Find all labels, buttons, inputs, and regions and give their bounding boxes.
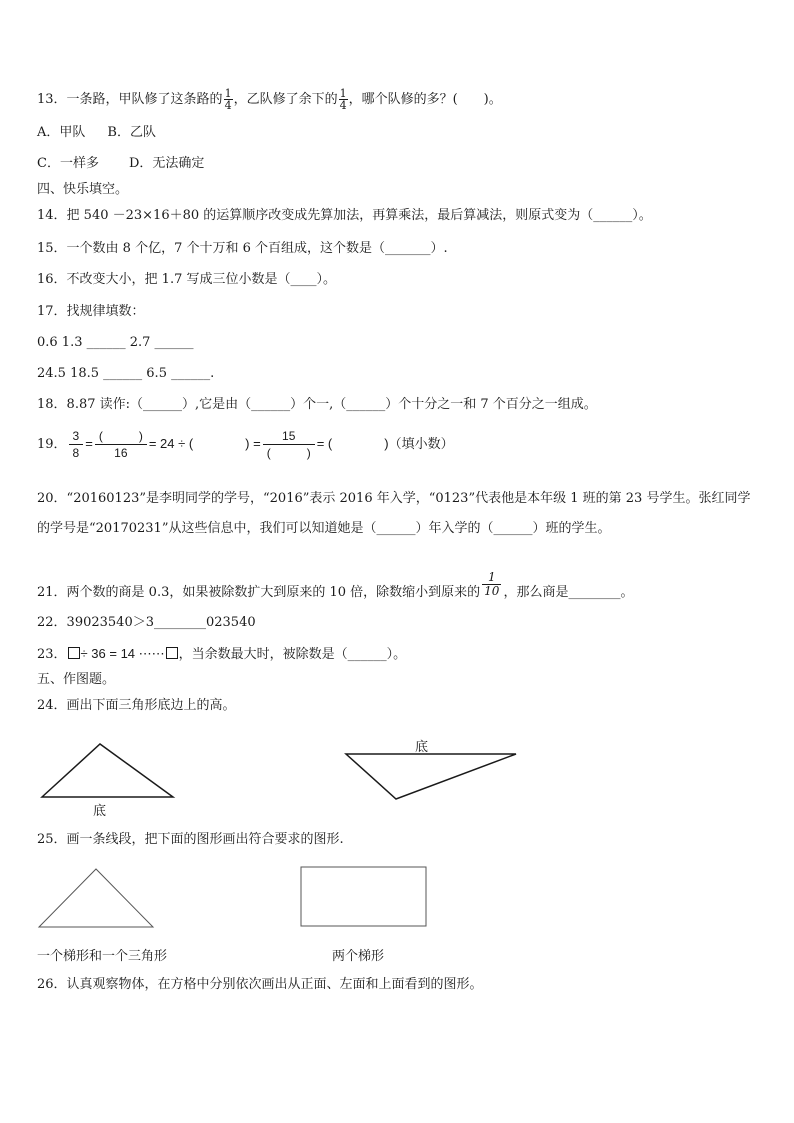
fraction-one-quarter-2: $\frac{1}{4}$: [339, 87, 347, 112]
triangle-isosceles: [34, 864, 158, 932]
q13-options-row-2: [37, 155, 204, 173]
question-26: 26．认真观察物体，在方格中分别依次画出从正面、左面和上面看到的图形。: [37, 977, 483, 992]
question-14: 14．把 540 －23×16＋80 的运算顺序改变成先算加法，再算乘法，最后算减法，则原式变为（______）。: [37, 208, 652, 223]
caption-trapezoid-and-triangle: 一个梯形和一个三角形: [37, 949, 168, 964]
q13-option-d: D．无法确定: [128, 156, 205, 171]
q19-number: 19．: [37, 437, 67, 452]
question-17-row-1: 0.6 1.3 ______ 2.7 ______: [37, 335, 194, 350]
question-17-title: 17．找规律填数：: [37, 304, 145, 319]
blank-box-remainder: [166, 647, 178, 659]
q13-option-a: A．甲队: [37, 125, 86, 140]
q13-option-b: B．乙队: [107, 125, 156, 140]
question-22: 22．39023540＞3________023540: [37, 615, 256, 630]
q13-text-1: 一条路，甲队修了这条路的: [66, 92, 223, 107]
question-21: [37, 570, 634, 606]
question-24-title: 24．画出下面三角形底边上的高。: [37, 698, 236, 713]
question-20-line-1: 20．“20160123”是李明同学的学号，“2016”表示 2016 年入学，“0123”代表他是本年级 1 班的第 23 号学生。张红同学: [37, 491, 751, 506]
question-16: 16．不改变大小，把 1.7 写成三位小数是（____）。: [37, 272, 336, 287]
question-23: [37, 645, 406, 664]
blank-box-dividend: [68, 647, 80, 659]
q13-option-c: C．一样多: [37, 156, 99, 171]
q13-text-3: ，哪个队修的多？( )。: [348, 92, 502, 107]
question-17-row-2: 24.5 18.5 ______ 6.5 ______.: [37, 366, 215, 381]
question-13: [37, 88, 502, 111]
question-19: [37, 428, 454, 461]
q13-number: 13．: [37, 92, 67, 107]
q19-equals-2: = 24 ÷ ( ) =: [148, 436, 261, 451]
q19-equals-3: = ( ): [316, 436, 389, 451]
question-15: 15．一个数由 8 个亿，7 个十万和 6 个百组成，这个数是（_______）.: [37, 241, 448, 256]
q19-note: （填小数）: [388, 437, 454, 452]
q21-text-1: 21．两个数的商是 0.3，如果被除数扩大到原来的 10 倍，除数缩小到原来的: [37, 585, 481, 600]
fraction-one-tenth: $\frac{1}{10}$: [484, 570, 500, 598]
q13-options-row-1: [37, 124, 156, 142]
question-25-title: 25．画一条线段，把下面的图形画出符合要求的图形.: [37, 832, 344, 847]
triangle-obtuse-2: [340, 746, 524, 804]
question-20-line-2: 的学号是“20170231”从这些信息中，我们可以知道她是（______）年入学的（______）班的学生。: [37, 521, 611, 536]
section-4-heading: 四、快乐填空。: [37, 182, 129, 197]
q23-number: 23．: [37, 647, 67, 662]
q19-equals-1: =: [85, 436, 93, 451]
q23-text: ，当余数最大时，被除数是（______）。: [178, 647, 407, 662]
fraction-15-over-blank: $\frac{15}{( )}$: [263, 428, 315, 461]
caption-two-trapezoids: 两个梯形: [332, 949, 385, 964]
section-5-heading: 五、作图题。: [37, 672, 116, 687]
base-label-1: 底: [93, 804, 107, 819]
fraction-blank-over-16: $\frac{( )}{16}$: [95, 428, 147, 461]
q21-text-2: ，那么商是________。: [503, 585, 634, 600]
rectangle: [298, 864, 430, 930]
base-label-2: 底: [415, 740, 429, 755]
fraction-one-quarter: $\frac{1}{4}$: [224, 87, 232, 112]
fraction-three-eighths: $\frac{3}{8}$: [69, 428, 84, 461]
triangle-obtuse-1: [36, 738, 182, 804]
q23-equation: ÷ 36 = 14 ⋯⋯: [80, 646, 165, 661]
question-18: 18．8.87 读作:（______）,它是由（______）个一,（______）个十分之一和 7 个百分之一组成。: [37, 397, 597, 412]
q13-text-2: ，乙队修了余下的: [233, 92, 338, 107]
